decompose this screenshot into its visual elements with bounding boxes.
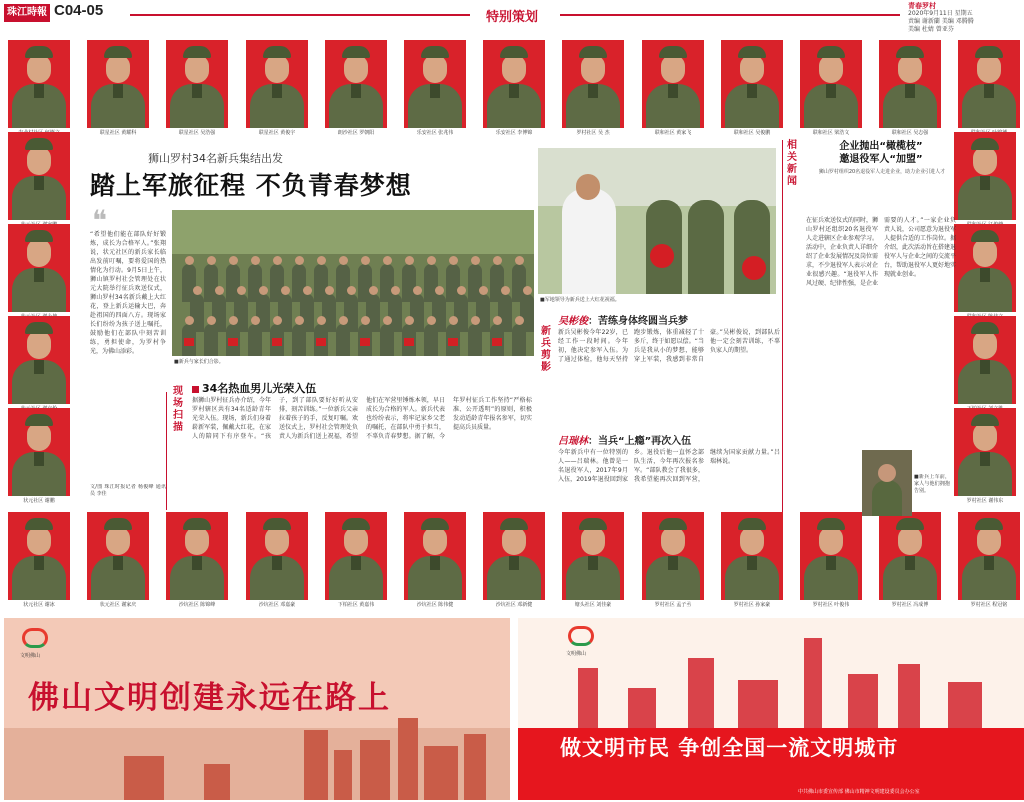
soldier-portrait (404, 512, 466, 614)
army-cap-icon (25, 518, 53, 530)
portrait-photo (954, 316, 1016, 404)
soldier-portrait (958, 512, 1020, 614)
soldier-portrait (166, 512, 228, 614)
side-label-sketch: 新兵 剪影 (541, 326, 551, 373)
portrait-photo (800, 40, 862, 128)
army-cap-icon (263, 46, 291, 58)
masthead-rule-left (130, 14, 470, 16)
uniform (487, 84, 541, 128)
skyline-building (848, 674, 878, 728)
portrait-caption: 罗村社区 孙家豪 (733, 602, 771, 608)
soldier-portrait (8, 316, 70, 418)
photo-soldier (336, 324, 350, 356)
army-cap-icon (342, 518, 370, 530)
face (898, 55, 922, 83)
photo-official (562, 188, 616, 294)
soldier-portrait (8, 512, 70, 614)
uniform (566, 556, 620, 600)
portrait-photo (404, 40, 466, 128)
photo-background (172, 210, 534, 254)
editor-line: 责编 谢新蘭 美编 邓腾腾 (908, 18, 974, 25)
face (973, 331, 997, 359)
portrait-photo (325, 40, 387, 128)
portrait-photo (721, 40, 783, 128)
article-body: 据狮山罗村征兵办介绍，今年罗村辖区共有34名适龄青年光荣入伍。现场，新兵们身着崭新军装，佩戴大红花，在家人的陪同下有序登车。“孩子，到了部队要好好听从安排，刻苦训练。”一位新兵父亲拉着孩子的手，反复叮嘱。欢送仪式上，罗村社会管理处负责人为新兵们送上祝福，希望他们在军营里锤炼本领，早日成长为合格的军人。新兵代表也纷纷表示，将牢记家乡父老的嘱托，在部队中勇于担当，不辜负青春梦想。据了解，今年罗村征兵工作坚持“严格标准、公开透明”的原则，积极发动适龄青年报名参军，切实提高兵员质量。 (192, 397, 532, 440)
army-cap-icon (971, 230, 999, 242)
face (27, 423, 51, 451)
portrait-photo (87, 40, 149, 128)
soldier-portrait (800, 512, 862, 614)
soldier-portrait (325, 40, 387, 142)
army-cap-icon (263, 518, 291, 530)
portrait-caption: 沙坑社区 陈锦峰 (178, 602, 216, 608)
uniform (962, 84, 1016, 128)
article-intro: “希望他们能在部队好好锻炼，成长为合格军人。”张翔说，状元社区的新兵家长临出发前叮嘱，要将爱国的热情化为行动。9月5日上午，狮山镇罗村社会管理处在状元大院举行征兵欢送仪式，狮山罗村34名新兵戴上大红花，登上新兵运输大巴，奔赴祖国的四面八方。现场家长们纷纷为孩子送上嘱托，鼓励他们在部队中刻苦训练，勇担使命，为罗村争光，为佛山添彩。 (90, 231, 166, 355)
face (344, 527, 368, 555)
farewell-photo (862, 450, 912, 516)
uniform (12, 360, 66, 404)
portrait-caption: 罗村社区 孟子丞 (654, 602, 692, 608)
photo-soldier (468, 324, 482, 356)
face (27, 147, 51, 175)
portrait-photo (246, 512, 308, 600)
article-headline: 踏上军旅征程 不负青春梦想 (90, 171, 412, 200)
profile-2-name: 吕瑞林 (558, 436, 588, 447)
face (27, 55, 51, 83)
soldier-portrait (879, 40, 941, 142)
soldier-portrait (721, 40, 783, 142)
photo-soldier (248, 324, 262, 356)
soldier-portrait (721, 512, 783, 614)
soldier-portrait (954, 132, 1016, 234)
banner-footer: 中共佛山市委宣传部 佛山市精神文明建设委员会办公室 (798, 789, 920, 795)
banner-slogan: 做文明市民 争创全国一流文明城市 (560, 735, 899, 760)
portrait-caption: 状元社区 谢家庆 (99, 602, 137, 608)
army-cap-icon (25, 46, 53, 58)
uniform (329, 556, 383, 600)
portrait-caption: 联星社区 黄耀科 (99, 130, 137, 136)
newspaper-logo: 珠江時報 (4, 4, 50, 22)
soldier-portrait (166, 40, 228, 142)
related-news-subtitle: 狮山罗村组织20名退役军人走进企业，助力企业引进人才 (818, 169, 946, 175)
certificate (316, 338, 326, 346)
civilization-banner-left (4, 618, 510, 800)
divider (782, 140, 783, 512)
profile-2-heading (558, 432, 691, 447)
soldier-portrait (8, 408, 70, 510)
face (27, 527, 51, 555)
army-cap-icon (25, 138, 53, 150)
uniform (91, 556, 145, 600)
portrait-caption: 联和社区 吴志强 (891, 130, 929, 136)
divider (166, 392, 167, 510)
soldier-portrait (954, 316, 1016, 418)
portrait-photo (8, 512, 70, 600)
face (819, 527, 843, 555)
soldier-portrait (958, 40, 1020, 142)
face (344, 55, 368, 83)
portrait-photo (8, 40, 70, 128)
army-cap-icon (738, 46, 766, 58)
uniform (958, 176, 1012, 220)
army-cap-icon (817, 518, 845, 530)
army-cap-icon (25, 230, 53, 242)
portrait-caption: 联和社区 梁浩文 (812, 130, 850, 136)
portrait-caption: 沙坑社区 邓新健 (495, 602, 533, 608)
masthead-info (908, 2, 1022, 34)
soldier-portrait (87, 512, 149, 614)
soldier-portrait (8, 132, 70, 234)
soldier-portrait (325, 512, 387, 614)
army-cap-icon (971, 138, 999, 150)
portrait-photo (246, 40, 308, 128)
portrait-photo (954, 224, 1016, 312)
certificate (184, 338, 194, 346)
uniform (250, 84, 304, 128)
portrait-photo (8, 316, 70, 404)
portrait-photo (562, 512, 624, 600)
uniform (487, 556, 541, 600)
certificate (448, 338, 458, 346)
army-cap-icon (342, 46, 370, 58)
related-news-body: 在征兵欢送仪式的同时，狮山罗村还组织20名退役军人走进辖区企业参观学习。活动中，企业负责人详细介绍了企业发展情况及岗位需求，不少退役军人表示对企业很感兴趣。“退役军人作风过硬、纪律性强，是企业需要的人才。”一家企业负责人说，公司愿意为退役军人提供合适的工作岗位。据介绍，此次活动旨在搭建退役军人与企业之间的交流平台，帮助退役军人更好地实现就业创业。 (806, 217, 956, 287)
skyline-building (688, 658, 714, 728)
face (502, 527, 526, 555)
uniform (883, 84, 937, 128)
uniform (12, 84, 66, 128)
emblem-label: 文明佛山 (20, 653, 41, 659)
skyline-building (738, 680, 778, 728)
skyline-building (898, 664, 920, 728)
red-flower (650, 244, 674, 268)
face (661, 527, 685, 555)
portrait-caption: 罗村社区 程冠铭 (970, 602, 1008, 608)
skyline-building (334, 750, 352, 800)
soldier-portrait (879, 512, 941, 614)
army-cap-icon (738, 518, 766, 530)
portrait-photo (325, 512, 387, 600)
face (740, 55, 764, 83)
uniform (883, 556, 937, 600)
army-cap-icon (104, 518, 132, 530)
army-cap-icon (183, 518, 211, 530)
face (27, 331, 51, 359)
profile-1-title: ：苦练身体终圆当兵梦 (588, 316, 688, 327)
masthead (0, 0, 1024, 36)
face (185, 527, 209, 555)
face (740, 527, 764, 555)
face (502, 55, 526, 83)
portrait-photo (642, 512, 704, 600)
side-label-related: 相关 新闻 (787, 140, 797, 187)
army-cap-icon (421, 46, 449, 58)
portrait-photo (721, 512, 783, 600)
army-cap-icon (975, 46, 1003, 58)
face (423, 55, 447, 83)
uniform (408, 84, 462, 128)
skyline-building (124, 756, 164, 800)
certificate (360, 338, 370, 346)
soldier-portrait (8, 224, 70, 326)
uniform (12, 268, 66, 312)
page-number: C04-05 (54, 2, 104, 19)
portrait-caption: 联星社区 吴浩强 (178, 130, 216, 136)
uniform (12, 556, 66, 600)
portrait-photo (8, 132, 70, 220)
portrait-photo (166, 40, 228, 128)
certificate (272, 338, 282, 346)
uniform (566, 84, 620, 128)
soldier-portrait (800, 40, 862, 142)
soldier-portrait (642, 512, 704, 614)
civilization-emblem-icon (22, 628, 48, 648)
farewell-photo-caption: ■新兵上车前，家人与他们拥抱告别。 (914, 474, 950, 494)
face (898, 527, 922, 555)
face (106, 55, 130, 83)
face (661, 55, 685, 83)
group-photo-caption: ■新兵与家长们合影。 (174, 359, 224, 365)
soldier-portrait (246, 40, 308, 142)
group-photo (172, 210, 534, 356)
quote-mark-icon: ❝ (92, 204, 108, 237)
portrait-photo (954, 408, 1016, 496)
editor-line-2: 美编 杜婧 曾亚芬 (908, 26, 954, 33)
face (973, 239, 997, 267)
civilization-banner-right (518, 618, 1024, 800)
soldier-portrait (8, 40, 70, 142)
portrait-caption: 沙坑社区 邓嘉豪 (258, 602, 296, 608)
army-cap-icon (817, 46, 845, 58)
skyline-building (424, 746, 458, 800)
uniform (646, 556, 700, 600)
flower-ceremony-photo (538, 148, 776, 294)
portrait-caption: 罗村社区 谢伟东 (966, 498, 1004, 504)
uniform (804, 84, 858, 128)
masthead-rule-right (560, 14, 900, 16)
emblem-label: 文明佛山 (566, 651, 587, 657)
bullet-icon (192, 386, 199, 393)
portrait-caption: 乐安社区 李博锦 (495, 130, 533, 136)
uniform (958, 268, 1012, 312)
uniform (250, 556, 304, 600)
army-cap-icon (975, 518, 1003, 530)
uniform (170, 556, 224, 600)
column-brand: 青春罗村 (908, 2, 936, 10)
army-cap-icon (183, 46, 211, 58)
army-cap-icon (25, 414, 53, 426)
portrait-photo (879, 40, 941, 128)
soldier-portrait (954, 224, 1016, 326)
face (973, 423, 997, 451)
soldier-portrait (562, 40, 624, 142)
article-byline: 文/图 珠江时报记者 杨俊峰 通讯员 李佳 (90, 484, 166, 497)
profile-2-text: 今年新兵中有一位特别的人——吕瑞林。他曾是一名退役军人，2017年9月入伍，2019年退役回到家乡。退役后他一直怀念部队生活，今年再次报名参军。“部队教会了我很多，我希望能再次回到军营，继续为国家贡献力量。”吕瑞林说。 (558, 449, 780, 483)
article-subheading (192, 380, 316, 396)
portrait-caption: 塘头社区 刘佳豪 (574, 602, 612, 608)
portrait-photo (8, 408, 70, 496)
uniform (170, 84, 224, 128)
uniform (958, 452, 1012, 496)
certificate (228, 338, 238, 346)
face (106, 527, 130, 555)
portrait-photo (404, 512, 466, 600)
face (973, 147, 997, 175)
profile-1-heading (558, 312, 688, 327)
uniform (962, 556, 1016, 600)
certificate (404, 338, 414, 346)
army-cap-icon (421, 518, 449, 530)
army-cap-icon (896, 46, 924, 58)
army-cap-icon (659, 518, 687, 530)
portrait-photo (483, 40, 545, 128)
face (977, 55, 1001, 83)
army-cap-icon (25, 322, 53, 334)
uniform (958, 360, 1012, 404)
army-cap-icon (579, 46, 607, 58)
army-cap-icon (896, 518, 924, 530)
profile-1-text: 新兵吴彬俊今年22岁，已经工作一段时间。今年初，他决定参军入伍。为了通过体检，他每天坚持跑步锻炼，体重减轻了十多斤，终于如愿以偿。“当兵是我从小的梦想，能够穿上军装，我感到非常自豪。”吴彬俊说，到部队后他一定会刻苦训练，不辜负家人的期望。 (558, 329, 780, 363)
uniform (12, 176, 66, 220)
portrait-caption: 罗村社区 吴 杰 (576, 130, 610, 136)
skyline-building (304, 730, 328, 800)
related-news (790, 140, 958, 480)
skyline-building (948, 682, 982, 728)
army-cap-icon (659, 46, 687, 58)
portrait-photo (483, 512, 545, 600)
face (265, 527, 289, 555)
soldier-portrait (954, 408, 1016, 510)
portrait-caption: 下柏社区 黄嘉伟 (337, 602, 375, 608)
article-subheading-text: 34名热血男儿光荣入伍 (202, 382, 317, 395)
uniform (12, 452, 66, 496)
portrait-caption: 乐安社区 张兆伟 (416, 130, 454, 136)
skyline-tower (804, 638, 822, 728)
photo-soldier (512, 324, 526, 356)
red-flower (742, 256, 766, 280)
photo-soldier (204, 324, 218, 356)
face (581, 55, 605, 83)
portrait-photo (879, 512, 941, 600)
face (185, 55, 209, 83)
side-label-scene: 现场 扫描 (173, 386, 183, 433)
portrait-photo (954, 132, 1016, 220)
soldier-portrait (562, 512, 624, 614)
skyline-building (464, 734, 486, 800)
soldier-portrait (642, 40, 704, 142)
skyline-building (628, 688, 656, 728)
portrait-caption: 联和社区 黄家飞 (654, 130, 692, 136)
section-title: 特别策划 (486, 10, 539, 25)
face (819, 55, 843, 83)
profile-2-title: ：当兵“上瘾”再次入伍 (588, 436, 692, 447)
portrait-caption: 状元社区 谢冰 (23, 602, 55, 608)
related-news-title: 企业抛出“橄榄枝” 邀退役军人“加盟” (839, 141, 923, 165)
army-cap-icon (971, 414, 999, 426)
photo-soldier (380, 324, 394, 356)
portrait-caption: 罗村社区 冯成博 (891, 602, 929, 608)
soldier-portrait (87, 40, 149, 142)
date-line: 2020年9月11日 星期五 (908, 10, 973, 17)
uniform (804, 556, 858, 600)
face (581, 527, 605, 555)
uniform (725, 556, 779, 600)
portrait-caption: 状元社区 谢鹏 (23, 498, 55, 504)
photo-soldier (424, 324, 438, 356)
portrait-caption: 沙坑社区 陈伟健 (416, 602, 454, 608)
civilization-emblem-icon (568, 626, 594, 646)
portrait-photo (87, 512, 149, 600)
army-cap-icon (579, 518, 607, 530)
ceremony-photo-caption: ■军地领导为新兵送上大红花祝福。 (540, 297, 620, 303)
portrait-caption: 罗村社区 叶俊伟 (812, 602, 850, 608)
portrait-photo (166, 512, 228, 600)
face (27, 239, 51, 267)
uniform (725, 84, 779, 128)
portrait-photo (8, 224, 70, 312)
uniform (91, 84, 145, 128)
soldier-portrait (483, 512, 545, 614)
face (265, 55, 289, 83)
uniform (408, 556, 462, 600)
portrait-photo (958, 40, 1020, 128)
profile-1-name: 吴彬俊 (558, 316, 588, 327)
army-cap-icon (500, 46, 528, 58)
portrait-photo (800, 512, 862, 600)
portrait-photo (642, 40, 704, 128)
photo-soldier (688, 200, 724, 294)
uniform (329, 84, 383, 128)
army-cap-icon (971, 322, 999, 334)
portrait-caption: 朗沙社区 罗朝阳 (337, 130, 375, 136)
face (977, 527, 1001, 555)
soldier-portrait (404, 40, 466, 142)
portrait-photo (958, 512, 1020, 600)
army-cap-icon (500, 518, 528, 530)
article-subhead: 狮山罗村34名新兵集结出发 (148, 152, 283, 165)
army-cap-icon (104, 46, 132, 58)
skyline-building (578, 668, 598, 728)
skyline-building (204, 764, 230, 800)
soldier-portrait (246, 512, 308, 614)
portrait-photo (562, 40, 624, 128)
face (423, 527, 447, 555)
soldier-portrait (483, 40, 545, 142)
uniform (646, 84, 700, 128)
portrait-caption: 联和社区 吴俊鹏 (733, 130, 771, 136)
portrait-caption: 联星社区 黄俊宇 (258, 130, 296, 136)
skyline-building (360, 740, 390, 800)
banner-slogan: 佛山文明创建永远在路上 (28, 680, 391, 716)
certificate (492, 338, 502, 346)
skyline-building (398, 718, 418, 800)
photo-soldier (292, 324, 306, 356)
